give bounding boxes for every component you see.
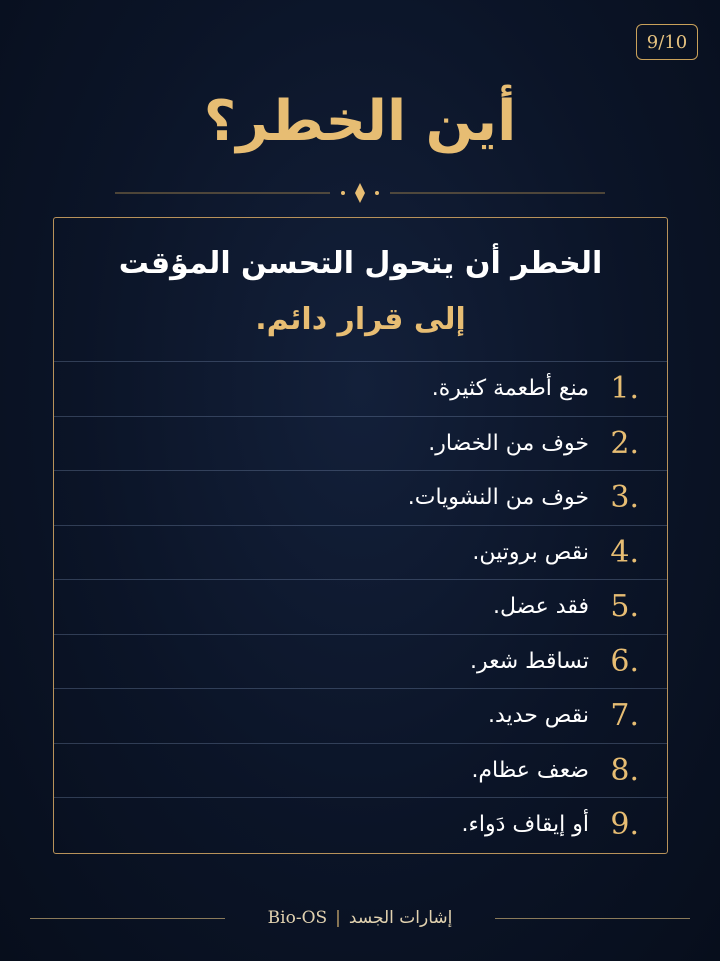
list-item-text: فقد عضل. (492, 594, 589, 619)
page-title: أين الخطر؟ (203, 89, 517, 154)
list-item (54, 634, 667, 689)
list-item-text: منع أطعمة كثيرة. (431, 376, 589, 401)
list-item (54, 579, 667, 634)
list-item-number: 4. (610, 534, 639, 570)
footer-text (30, 903, 690, 933)
risk-card (53, 217, 668, 854)
list-item-number: 7. (610, 698, 639, 733)
list-item-number: 8. (610, 752, 639, 788)
list-item-text: تساقط شعر. (469, 648, 589, 674)
list-item (54, 688, 667, 743)
list-item-text: خوف من الخضار. (428, 430, 589, 456)
list-item-text: نقص حديد. (487, 703, 589, 728)
list-item-text: ضعف عظام. (471, 757, 589, 783)
footer (30, 903, 690, 933)
list-item (54, 361, 667, 416)
list-item-text: أو إيقاف دَواء. (461, 812, 589, 837)
page-indicator: 9/10 (636, 24, 698, 60)
card-heading (84, 236, 637, 361)
list-item-number: 5. (610, 589, 639, 624)
list-item-number: 3. (610, 480, 639, 515)
footer-brand: Bio-OS (267, 908, 328, 928)
footer-series: إشارات الجسد (348, 908, 453, 928)
card-heading-line1: الخطر أن يتحول التحسن المؤقت (118, 246, 603, 281)
list-item-text: خوف من النشويات. (407, 485, 589, 510)
list-item (54, 470, 667, 525)
risk-list (54, 361, 667, 852)
list-item-number: 1. (610, 371, 639, 406)
list-item (54, 525, 667, 580)
ornament-divider-icon (115, 181, 605, 205)
list-item-text: نقص بروتين. (472, 539, 589, 565)
card-heading-line2: إلى قرار دائم. (255, 302, 466, 337)
list-item (54, 797, 667, 852)
list-item (54, 416, 667, 471)
footer-separator: | (335, 908, 341, 928)
list-item-number: 6. (610, 643, 639, 679)
list-item (54, 743, 667, 798)
list-item-number: 2. (610, 425, 639, 461)
list-item-number: 9. (610, 807, 639, 842)
